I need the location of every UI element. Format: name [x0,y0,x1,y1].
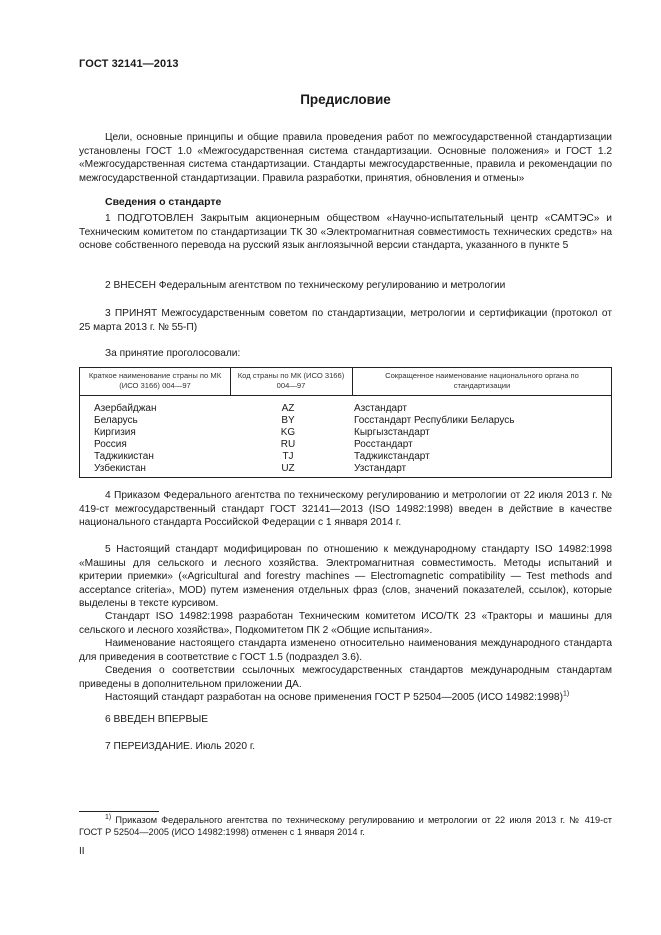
table-divider [352,368,353,395]
footnote-mark: 1) [105,813,112,821]
table-cell-code: TJ [282,451,294,462]
item-7-paragraph: 7 ПЕРЕИЗДАНИЕ. Июль 2020 г. [105,741,256,752]
footnote-text: Приказом Федерального агентства по техническому регулированию и метрологии от 22 июля 2013 г. № 419-ст ГОСТ Р 52504—2005 (ИСО 14982:1998) отменен с 1 января 2014 г. [79,815,612,837]
table-cell-body: Таджикстандарт [354,451,430,462]
table-cell-body: Госстандарт Республики Беларусь [354,415,515,426]
item-3-paragraph: 3 ПРИНЯТ Межгосударственным советом по стандартизации, метрологии и сертификации (протокол от 25 марта 2013 г. № 55-П) [79,308,612,333]
table-cell-code: AZ [281,403,295,414]
table-cell-code: RU [280,439,296,450]
table-cell-code: UZ [281,463,295,474]
table-cell-code: KG [280,427,296,438]
table-header-country: Краткое наименование страны по МК (ИСО 3166) 004—97 [88,371,222,390]
table-cell-country: Киргизия [94,427,136,438]
item-4-paragraph: 4 Приказом Федерального агентства по техническому регулированию и метрологии от 22 июля 2013 г. № 419-ст межгосударственный стандарт ГОСТ 32141—2013 (ISO 14982:1998) введен в действие в качестве национального стандарта Российской Федерации с 1 января 2014 г. [79,490,612,528]
item-6-paragraph: 6 ВВЕДЕН ВПЕРВЫЕ [105,714,209,725]
table-divider [230,368,231,395]
table-header [80,368,611,396]
footnote [79,814,612,838]
document-id: ГОСТ 32141—2013 [79,58,179,70]
item-2-paragraph: 2 ВНЕСЕН Федеральным агентством по техническому регулированию и метрологии [105,280,506,291]
table-cell-code: BY [281,415,295,426]
table-cell-country: Азербайджан [94,403,157,414]
table-cell-body: Узстандарт [354,463,407,474]
table-cell-body: Росстандарт [354,439,413,450]
table-cell-body: Кыргызстандарт [354,427,430,438]
page-title: Предисловие [300,92,391,107]
item-1-paragraph: 1 ПОДГОТОВЛЕН Закрытым акционерным обществом «Научно-испытательный центр «САМТЭС» и Техническим комитетом по стандартизации ТК 30 «Электромагнитная совместимость технических средств» на основе собственного перевода на русский язык англоязычной версии стандарта, указанного в пункте 5 [79,213,612,251]
table-cell-body: Азстандарт [354,403,408,414]
table-cell-country: Таджикистан [94,451,154,462]
item-5-basis-paragraph [79,691,612,705]
item-5-paragraph: 5 Настоящий стандарт модифицирован по отношению к международному стандарту ISO 14982:1998 «Машины для сельского и лесного хозяйства. Электромагнитная совместимость. Методы испытаний и критерии приемки» («Agricultural and forestry machines — Electromagnetic compatibility — Test methods and acceptance criteria», MOD) путем изменения отдельных фраз (слов, значений показателей, ссылок), которые выделены в тексте курсивом. [79,544,612,609]
vote-intro: За принятие проголосовали: [105,348,241,359]
table-cell-country: Беларусь [94,415,138,426]
section-title: Сведения о стандарте [105,196,222,208]
table-cell-country: Узбекистан [94,463,146,474]
basis-text: Настоящий стандарт разработан на основе применения ГОСТ Р 52504—2005 (ИСО 14982:1998) [105,692,563,703]
item-5-title-change-paragraph: Наименование настоящего стандарта изменено относительно наименования международного стандарта для приведения в соответствие с ГОСТ 1.5 (подраздел 3.6). [79,638,612,663]
item-5-references-paragraph: Сведения о соответствии ссылочных межгосударственных стандартов международным стандартам приведены в дополнительном приложении ДА. [79,665,612,690]
footnote-reference: 1) [562,690,570,698]
table-cell-country: Россия [94,439,127,450]
table-header-code: Код страны по МК (ИСО 3166) 004—97 [237,371,345,390]
table-header-body: Сокращенное наименование национального органа по стандартизации [385,371,579,390]
page-number: II [79,846,85,857]
footnote-divider [79,811,159,812]
item-5-origin-paragraph: Стандарт ISO 14982:1998 разработан Техническим комитетом ИСО/ТК 23 «Тракторы и машины для сельского и лесного хозяйства», Подкомитетом ПК 2 «Общие испытания». [79,611,612,636]
intro-paragraph: Цели, основные принципы и общие правила проведения работ по межгосударственной стандартизации установлены ГОСТ 1.0 «Межгосударственная система стандартизации. Основные положения» и ГОСТ 1.2 «Межгосударственная система стандартизации. Стандарты межгосударственные, правила и рекомендации по межгосударственной стандартизации. Правила разработки, принятия, обновления и отмены» [79,132,612,184]
voting-table [79,367,612,478]
